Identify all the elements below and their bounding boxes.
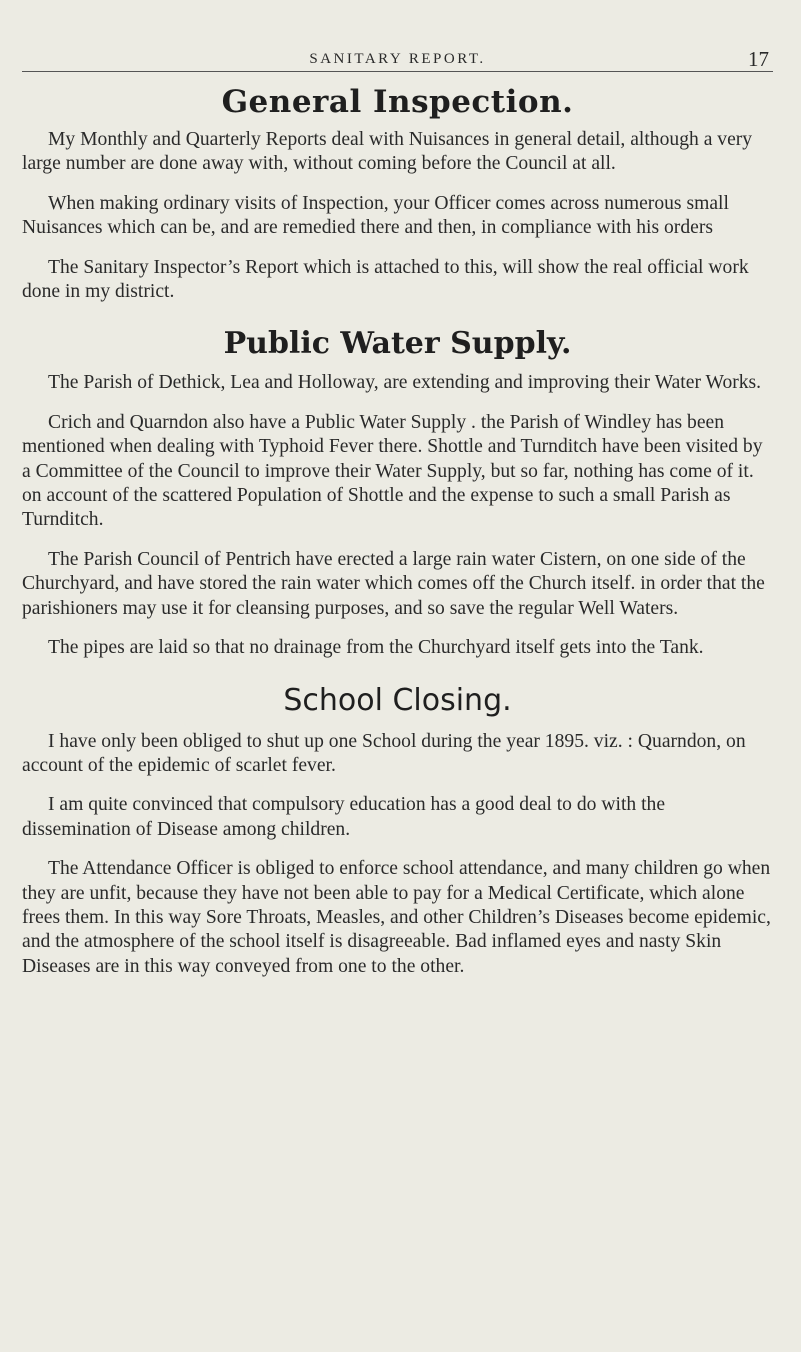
header-rule	[22, 71, 773, 72]
running-head	[22, 0, 773, 72]
page-number: 17	[748, 47, 769, 71]
running-title: SANITARY REPORT.	[309, 51, 486, 67]
paragraph: The Parish of Dethick, Lea and Holloway, are extending and improving their Water Works.	[48, 372, 762, 394]
paragraph: The Parish Council of Pentrich have erected a large rain water Cistern, on one side of the Churchyard, and have stored the rain water which comes off the Church itself. in order that the parishioners may use it for cleansing purposes, and so save the regular Well Waters.	[22, 548, 765, 619]
paragraph: I have only been obliged to shut up one School during the year 1895. viz. : Quarndon, on account of the epidemic of scarlet fever.	[22, 730, 746, 776]
section-heading: General Inspection.	[221, 84, 574, 120]
paragraph: When making ordinary visits of Inspection, your Officer comes across numerous small Nuisances which can be, and are remedied there and then, in compliance with his orders	[22, 192, 729, 239]
section-public-water-supply	[22, 326, 773, 660]
paragraph: Crich and Quarndon also have a Public Water Supply . the Parish of Windley has been mentioned when dealing with Typhoid Fever there. Shottle and Turnditch have been visited by a Committee of the Council to improve their Water Supply, but so far, nothing has come of it. on account of the scattered Population of Shottle and the expense to such a small Parish as Turnditch.	[22, 411, 763, 531]
section-heading: School Closing.	[283, 682, 512, 718]
section-general-inspection	[22, 84, 773, 304]
paragraph: The pipes are laid so that no drainage from the Churchyard itself gets into the Tank.	[48, 637, 704, 659]
paragraph: The Sanitary Inspector’s Report which is attached to this, will show the real official work done in my district.	[22, 256, 749, 303]
paragraph: The Attendance Officer is obliged to enforce school attendance, and many children go when they are unfit, because they have not been able to pay for a Medical Certificate, which alone frees them. In this way Sore Throats, Measles, and other Children’s Diseases become epidemic, and the atmosphere of the school itself is disagreeable. Bad inflamed eyes and nasty Skin Diseases are in this way conveyed from one to the other.	[22, 858, 771, 977]
section-heading: Public Water Supply.	[223, 326, 572, 362]
section-school-closing	[22, 683, 773, 980]
paragraph: I am quite convinced that compulsory education has a good deal to do with the dissemination of Disease among children.	[22, 794, 666, 840]
paragraph: My Monthly and Quarterly Reports deal with Nuisances in general detail, although a very large number are done away with, without coming before the Council at all.	[22, 129, 753, 175]
